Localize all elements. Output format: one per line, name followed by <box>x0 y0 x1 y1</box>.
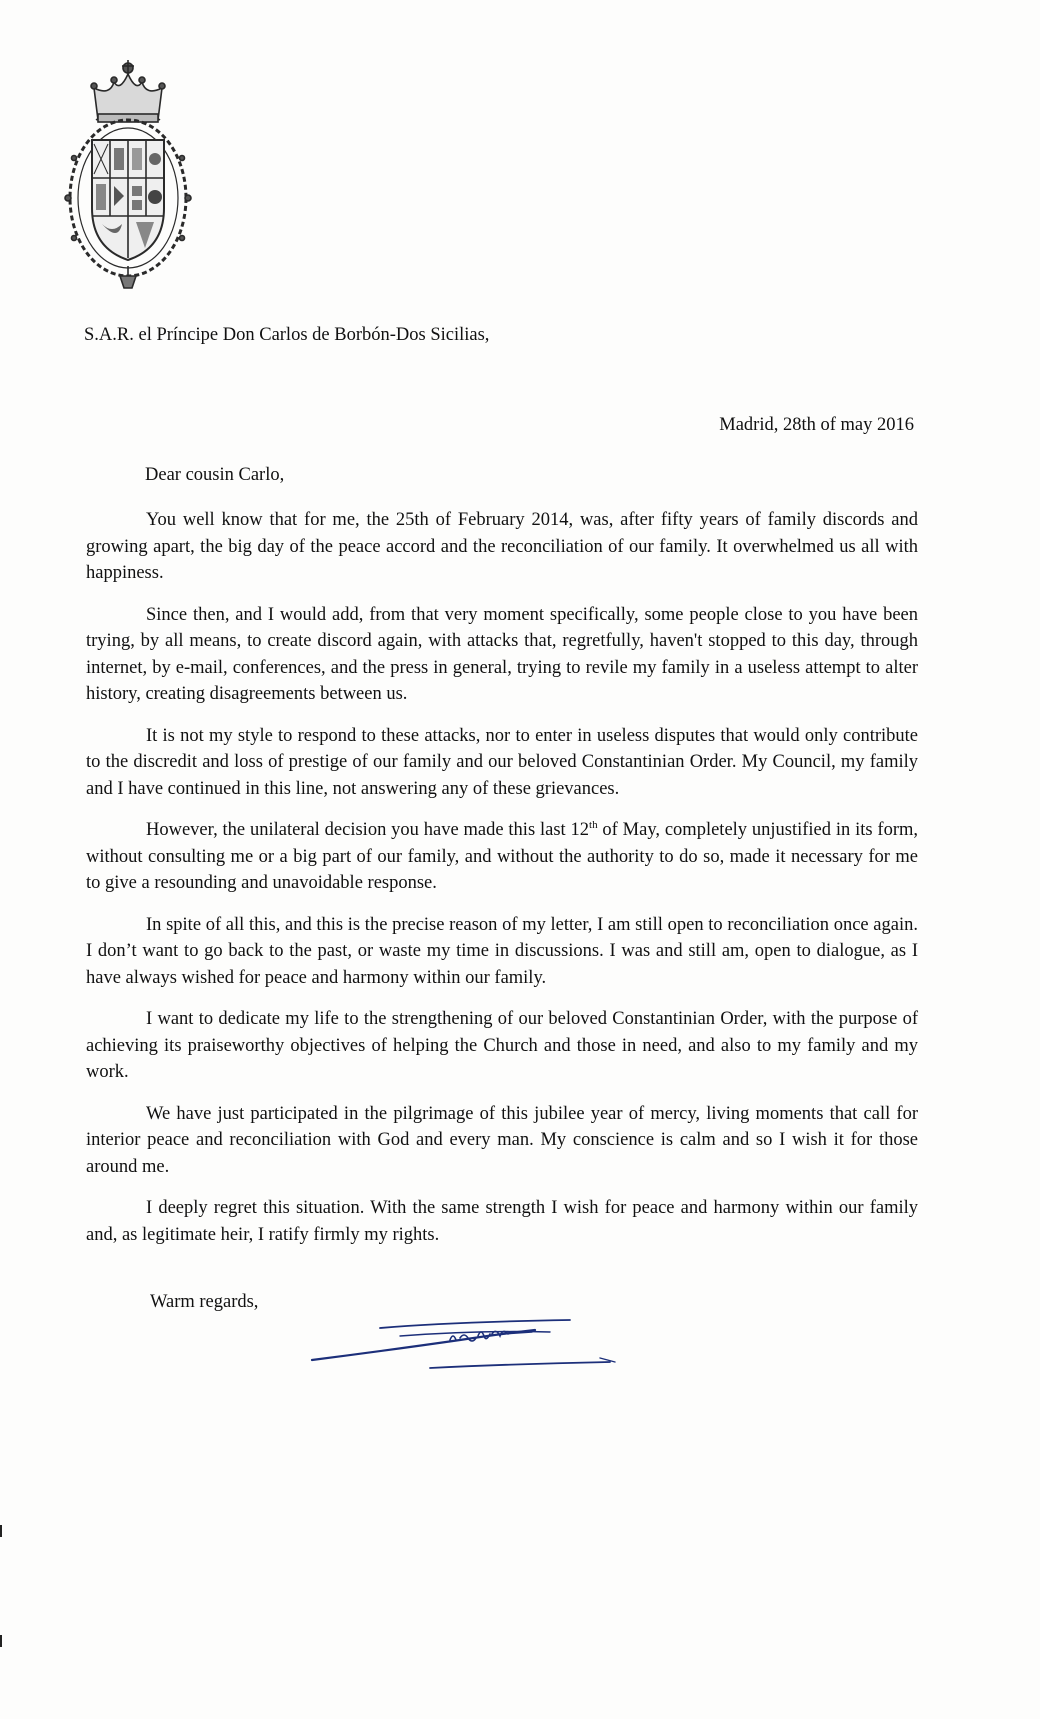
addressee-line: S.A.R. el Príncipe Don Carlos de Borbón-Dos Sicilias, <box>84 325 490 345</box>
paragraph: We have just participated in the pilgrimage of this jubilee year of mercy, living moments that call for interior peace and reconciliation with God and every man. My conscience is calm and so I wish it for those around me. <box>86 1103 918 1177</box>
paragraph: You well know that for me, the 25th of February 2014, was, after fifty years of family discords and growing apart, the big day of the peace accord and the reconciliation of our family. It overwhelmed us all with happiness. <box>86 510 918 583</box>
paragraph <box>86 817 918 897</box>
paragraph: It is not my style to respond to these attacks, nor to enter in useless disputes that would only contribute to the discredit and loss of prestige of our family and our beloved Constantinian Order. My Council, my family and I have continued in this line, not answering any of these grievances. <box>86 725 918 799</box>
paragraph-text: of May, completely unjustified in its form, without consulting me or a big part of our family, and without the authority to do so, made it necessary for me to give a resounding and unavoidable response. <box>86 820 918 893</box>
paragraph: I deeply regret this situation. With the same strength I wish for peace and harmony within our family and, as legitimate heir, I ratify firmly my rights. <box>86 1198 918 1245</box>
paragraph: In spite of all this, and this is the precise reason of my letter, I am still open to reconciliation once again. I don’t want to go back to the past, or waste my time in discussions. I was and still am, open to dialogue, as I have always wished for peace and harmony within our family. <box>86 914 918 988</box>
letter-date: Madrid, 28th of may 2016 <box>719 415 914 435</box>
paragraph: Since then, and I would add, from that very moment specifically, some people close to you have been trying, by all means, to create discord again, with attacks that, regretfully, haven't stopped to this day, through internet, by e-mail, conferences, and the press in general, trying to revile my family in a useless attempt to alter history, creating disagreements between us. <box>86 604 918 704</box>
letter-body <box>86 507 918 1263</box>
salutation: Dear cousin Carlo, <box>145 465 285 485</box>
scan-edge-mark <box>0 1635 2 1647</box>
closing: Warm regards, <box>150 1292 259 1312</box>
ordinal-suffix: th <box>589 818 598 831</box>
royal-coat-of-arms-icon <box>58 58 198 290</box>
paragraph: I want to dedicate my life to the strengthening of our beloved Constantinian Order, with the purpose of achieving its praiseworthy objectives of helping the Church and those in need, and also to my family and my work. <box>86 1009 918 1082</box>
paragraph-text: However, the unilateral decision you have made this last 12 <box>146 820 590 840</box>
scan-edge-mark <box>0 1525 2 1537</box>
handwritten-signature <box>310 1310 630 1370</box>
